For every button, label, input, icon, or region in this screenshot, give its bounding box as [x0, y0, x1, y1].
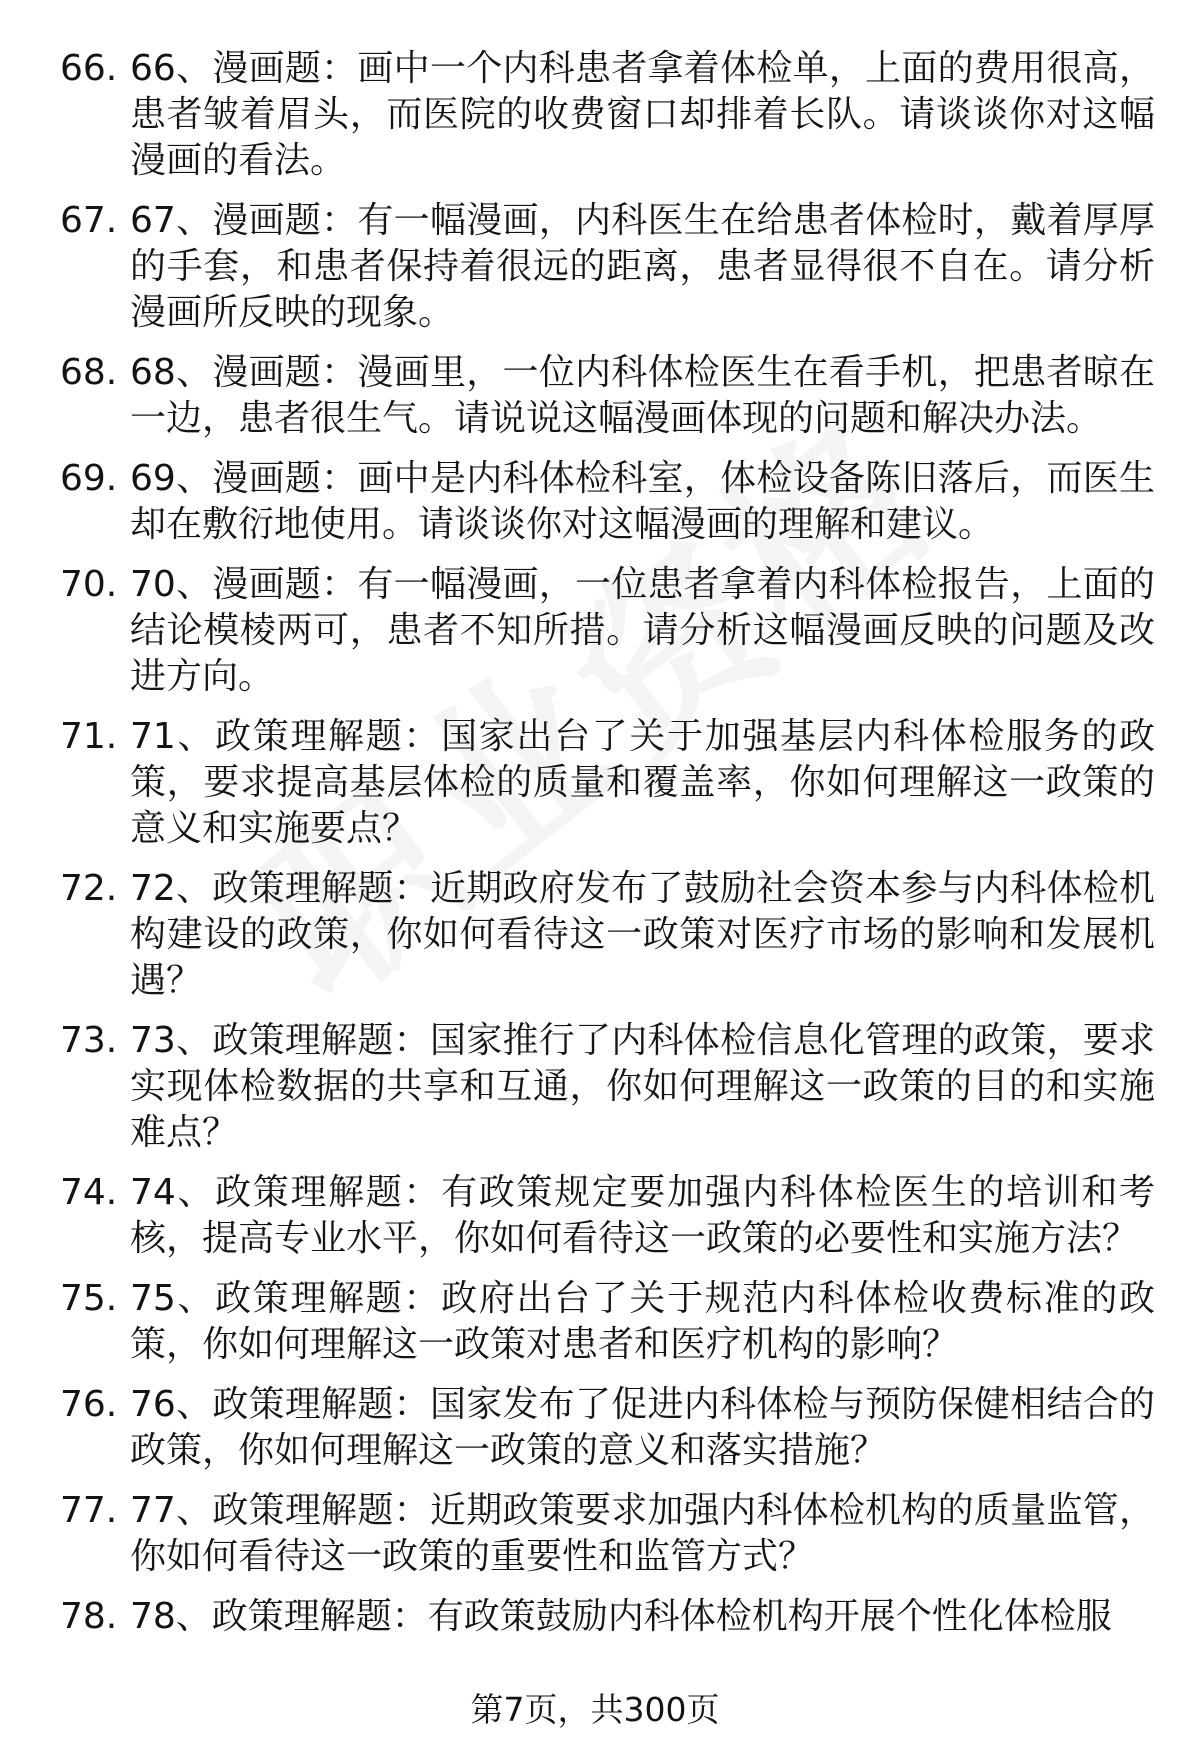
item-number: 66.	[60, 48, 118, 89]
item-text: 68、漫画题：漫画里，一位内科体检医生在看手机，把患者晾在一边，患者很生气。请说说这幅漫画体现的问题和解决办法。	[130, 352, 1155, 439]
page-footer: 第7页，共300页	[470, 1690, 720, 1729]
list-item	[60, 1488, 1155, 1580]
item-text: 77、政策理解题：近期政策要求加强内科体检机构的质量监管，你如何看待这一政策的重要性和监管方式？	[130, 1490, 1155, 1577]
item-text: 71、政策理解题：国家出台了关于加强基层内科体检服务的政策，要求提高基层体检的质量和覆盖率，你如何理解这一政策的意义和实施要点？	[130, 716, 1155, 849]
item-number: 78.	[60, 1596, 118, 1637]
item-text: 75、政策理解题：政府出台了关于规范内科体检收费标准的政策，你如何理解这一政策对患者和医疗机构的影响？	[130, 1278, 1155, 1365]
list-item	[60, 198, 1155, 336]
list-item	[60, 714, 1155, 852]
item-text: 67、漫画题：有一幅漫画，内科医生在给患者体检时，戴着厚厚的手套，和患者保持着很远的距离，患者显得很不自在。请分析漫画所反映的现象。	[130, 200, 1155, 333]
list-item	[60, 1594, 1155, 1640]
item-number: 74.	[60, 1172, 118, 1213]
item-number: 75.	[60, 1278, 118, 1319]
item-number: 70.	[60, 564, 118, 605]
item-number: 73.	[60, 1020, 118, 1061]
list-item	[60, 456, 1155, 548]
list-item	[60, 1170, 1155, 1262]
list-item	[60, 1276, 1155, 1368]
item-text: 76、政策理解题：国家发布了促进内科体检与预防保健相结合的政策，你如何理解这一政策的意义和落实措施？	[130, 1384, 1155, 1471]
list-item	[60, 350, 1155, 442]
item-text: 74、政策理解题：有政策规定要加强内科体检医生的培训和考核，提高专业水平，你如何看待这一政策的必要性和实施方法？	[130, 1172, 1155, 1259]
item-number: 68.	[60, 352, 118, 393]
list-item	[60, 46, 1155, 184]
list-item	[60, 1018, 1155, 1156]
item-number: 76.	[60, 1384, 118, 1425]
list-item	[60, 866, 1155, 1004]
item-text: 72、政策理解题：近期政府发布了鼓励社会资本参与内科体检机构建设的政策，你如何看待这一政策对医疗市场的影响和发展机遇？	[130, 868, 1155, 1001]
item-text: 66、漫画题：画中一个内科患者拿着体检单，上面的费用很高，患者皱着眉头，而医院的收费窗口却排着长队。请谈谈你对这幅漫画的看法。	[130, 48, 1155, 181]
item-text: 70、漫画题：有一幅漫画，一位患者拿着内科体检报告，上面的结论模棱两可，患者不知所措。请分析这幅漫画反映的问题及改进方向。	[130, 564, 1155, 697]
item-text: 73、政策理解题：国家推行了内科体检信息化管理的政策，要求实现体检数据的共享和互通，你如何理解这一政策的目的和实施难点？	[130, 1020, 1155, 1153]
item-number: 72.	[60, 868, 118, 909]
item-number: 67.	[60, 200, 118, 241]
list-item	[60, 562, 1155, 700]
item-number: 77.	[60, 1490, 118, 1531]
item-number: 71.	[60, 716, 118, 757]
item-text: 69、漫画题：画中是内科体检科室，体检设备陈旧落后，而医生却在敷衍地使用。请谈谈你对这幅漫画的理解和建议。	[130, 458, 1155, 545]
list-item	[60, 1382, 1155, 1474]
item-number: 69.	[60, 458, 118, 499]
item-text: 78、政策理解题：有政策鼓励内科体检机构开展个性化体检服	[130, 1596, 1112, 1637]
question-list	[60, 46, 1155, 1654]
